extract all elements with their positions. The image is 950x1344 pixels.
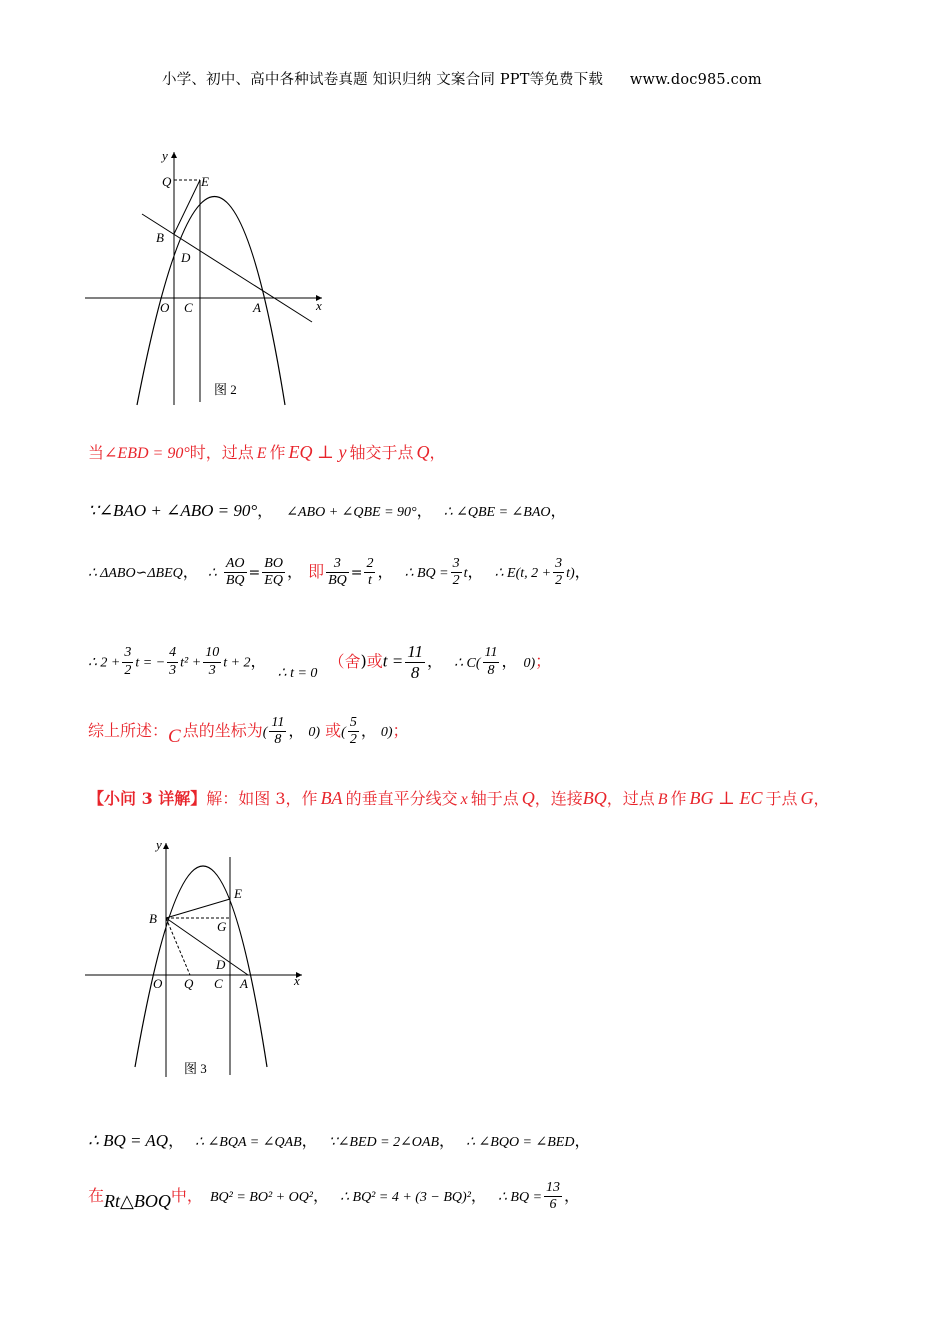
- label-o: O: [153, 976, 163, 991]
- label-b: B: [149, 911, 157, 926]
- label-e: E: [201, 174, 209, 189]
- figure-3: [80, 835, 320, 1085]
- label-x: x: [316, 298, 322, 313]
- figure-2: [80, 140, 340, 415]
- label-q: Q: [162, 174, 172, 189]
- label-b: B: [156, 230, 164, 245]
- label-o: O: [160, 300, 170, 315]
- segment-be: [166, 899, 230, 918]
- label-c: C: [214, 976, 223, 991]
- solution-line-8: 在Rt△BOQ中， BQ² = BO² + OQ²， ∴ BQ² = 4 + (3 − BQ)²， ∴ BQ = $\frac{13}{6}$ ，: [88, 1180, 581, 1213]
- label-q: Q: [184, 976, 194, 991]
- solution-line-4: ∴ 2 + $\frac{3}{2}$ t = − $\frac{4}{3}$ t² + $\frac{10}{3}$ t + 2， ∴ t = 0 （舍)或t = $\frac{11}{8}$ ， ∴ C( $\frac{11}{8}$ ， 0)；: [88, 642, 552, 682]
- label-a: A: [253, 300, 261, 315]
- page-header: [162, 68, 762, 89]
- figure-2-caption: 图 2: [214, 382, 237, 397]
- label-y: y: [162, 148, 168, 163]
- label-g: G: [217, 919, 227, 934]
- label-e: E: [234, 886, 242, 901]
- solution-line-5: 综上所述：C 点的坐标为( $\frac{11}{8}$ ， 0) 或( $\frac{5}{2}$ ， 0)；: [88, 715, 409, 748]
- solution-line-2: ∵∠BAO + ∠ABO = 90°， ∠ABO + ∠QBE = 90°， ∴ ∠QBE = ∠BAO，: [88, 501, 567, 520]
- solution-line-6: 【小问 3 详解】解：如图 3，作 BA 的垂直平分线交 x 轴于点 Q，连接BQ，过点 B 作 BG ⊥ EC 于点 G，: [88, 788, 830, 808]
- parabola: [135, 866, 267, 1067]
- label-x: x: [294, 973, 300, 988]
- solution-line-3: ∴ ΔABO∽ΔBEQ， ∴ $\frac{AO}{BQ}$ = $\frac{BO}{EQ}$ ， 即 $\frac{3}{BQ}$ = $\frac{2}{t}$ ， ∴ BQ = $\frac{3}{2}$ t， ∴ E(t, 2 + $\frac{3}{2}$ t)，: [88, 556, 591, 589]
- header-url: www.doc985.com: [629, 72, 762, 88]
- label-y: y: [156, 837, 162, 852]
- label-a: A: [240, 976, 248, 991]
- header-text: 小学、初中、高中各种试卷真题 知识归纳 文案合同 PPT等免费下载: [162, 72, 604, 88]
- solution-line-1: 当∠EBD = 90°时，过点 E 作 EQ ⊥ y 轴交于点 Q，: [88, 442, 446, 462]
- figure-3-caption: 图 3: [184, 1061, 207, 1076]
- solution-line-7: ∴ BQ = AQ， ∴ ∠BQA = ∠QAB， ∵∠BED = 2∠OAB， ∴ ∠BQO = ∠BED，: [88, 1131, 591, 1150]
- label-d: D: [216, 957, 226, 972]
- segment-be: [174, 180, 200, 234]
- label-d: D: [181, 250, 191, 265]
- label-c: C: [184, 300, 193, 315]
